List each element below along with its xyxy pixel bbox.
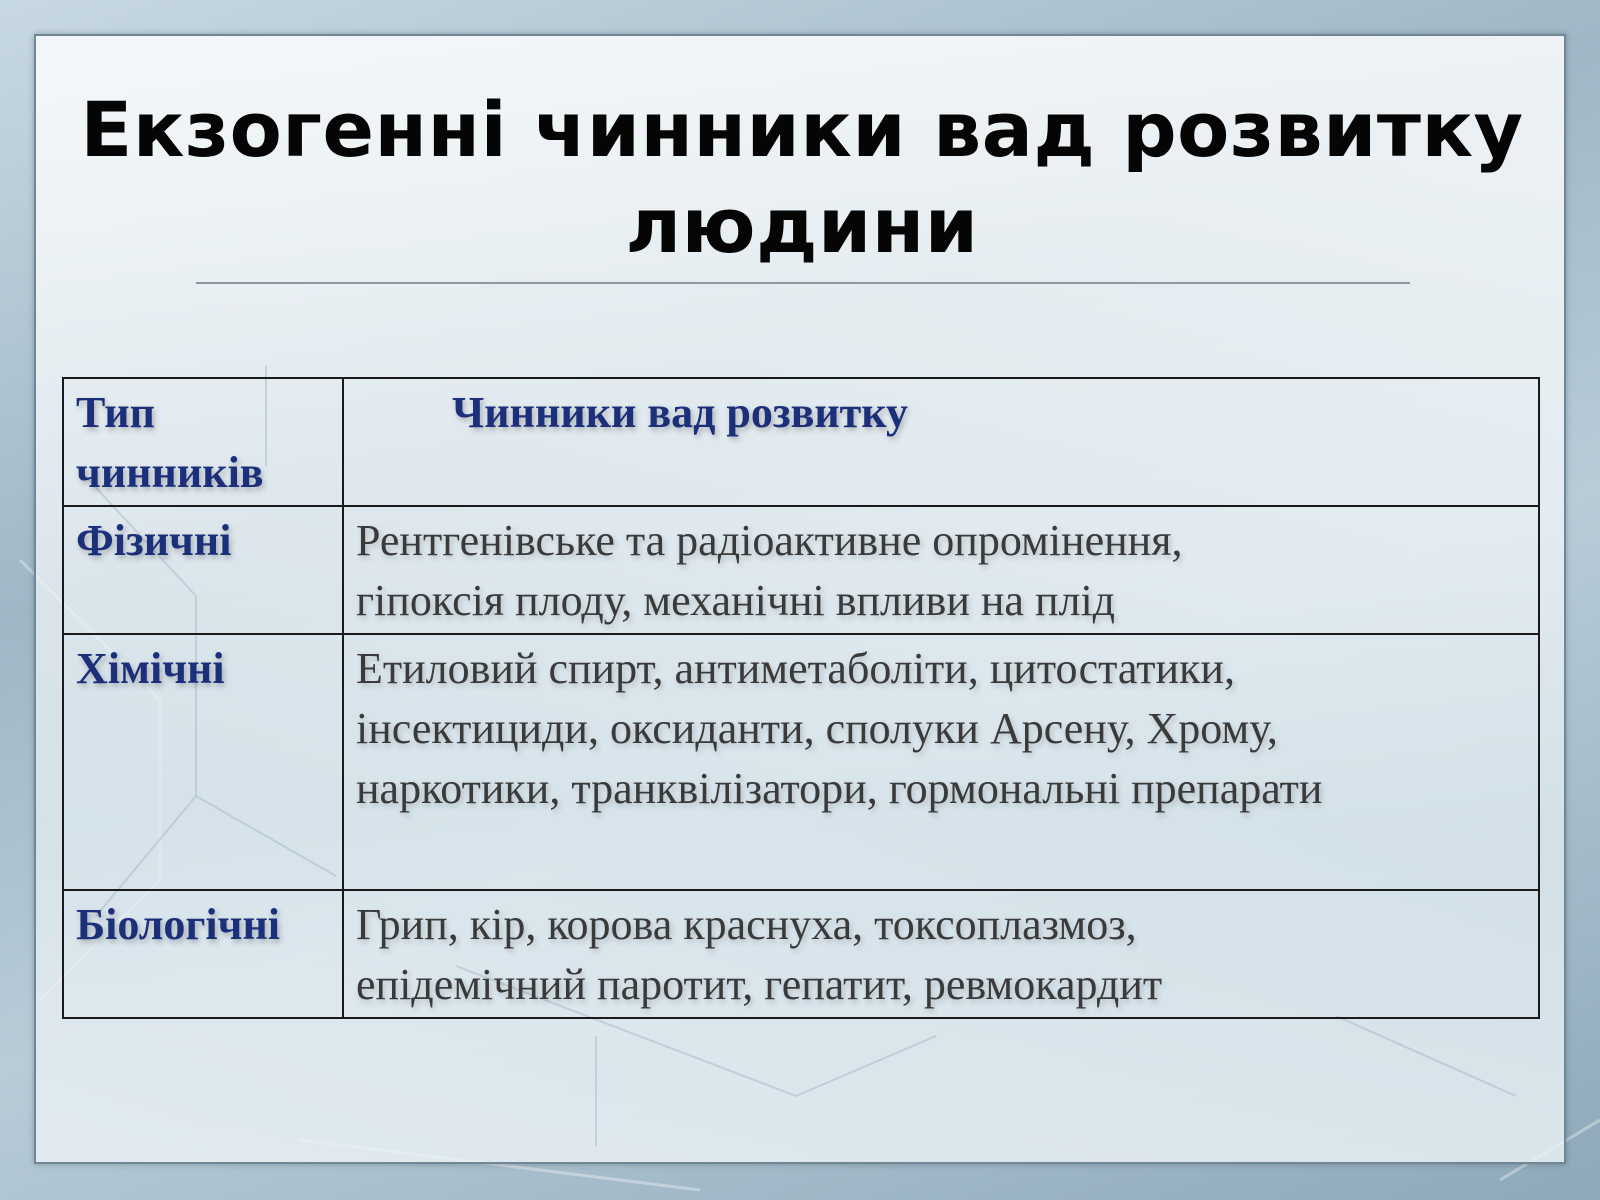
table-row [63, 506, 1539, 634]
header-factors-cell: Чинники вад розвитку [343, 378, 1539, 506]
factor-line: Рентгенівське та радіоактивне опромінення, [356, 516, 1183, 565]
factor-line: епідемічний паротит, гепатит, ревмокардит [356, 960, 1163, 1009]
row-factors-biological [343, 890, 1539, 1018]
slide [34, 34, 1566, 1164]
row-factors-physical [343, 506, 1539, 634]
table-row [63, 890, 1539, 1018]
table-header-row [63, 378, 1539, 506]
row-type-biological: Біологічні [63, 890, 343, 1018]
factor-line: Етиловий спирт, антиметаболіти, цитостатики, [356, 644, 1235, 693]
table-row [63, 634, 1539, 890]
factors-table [62, 377, 1540, 1019]
title-underline [196, 282, 1410, 284]
factor-line: наркотики, транквілізатори, гормональні препарати [356, 764, 1323, 813]
factor-line: гіпоксія плоду, механічні впливи на плід [356, 576, 1116, 625]
factor-line: Грип, кір, корова краснуха, токсоплазмоз, [356, 900, 1137, 949]
row-factors-chemical [343, 634, 1539, 890]
header-type-cell: Тип чинників [63, 378, 343, 506]
row-type-physical: Фізичні [63, 506, 343, 634]
factor-line: інсектициди, оксиданти, сполуки Арсену, Хрому, [356, 704, 1278, 753]
slide-title: Екзогенні чинники вад розвитку людини [80, 85, 1524, 270]
row-type-chemical: Хімічні [63, 634, 343, 890]
